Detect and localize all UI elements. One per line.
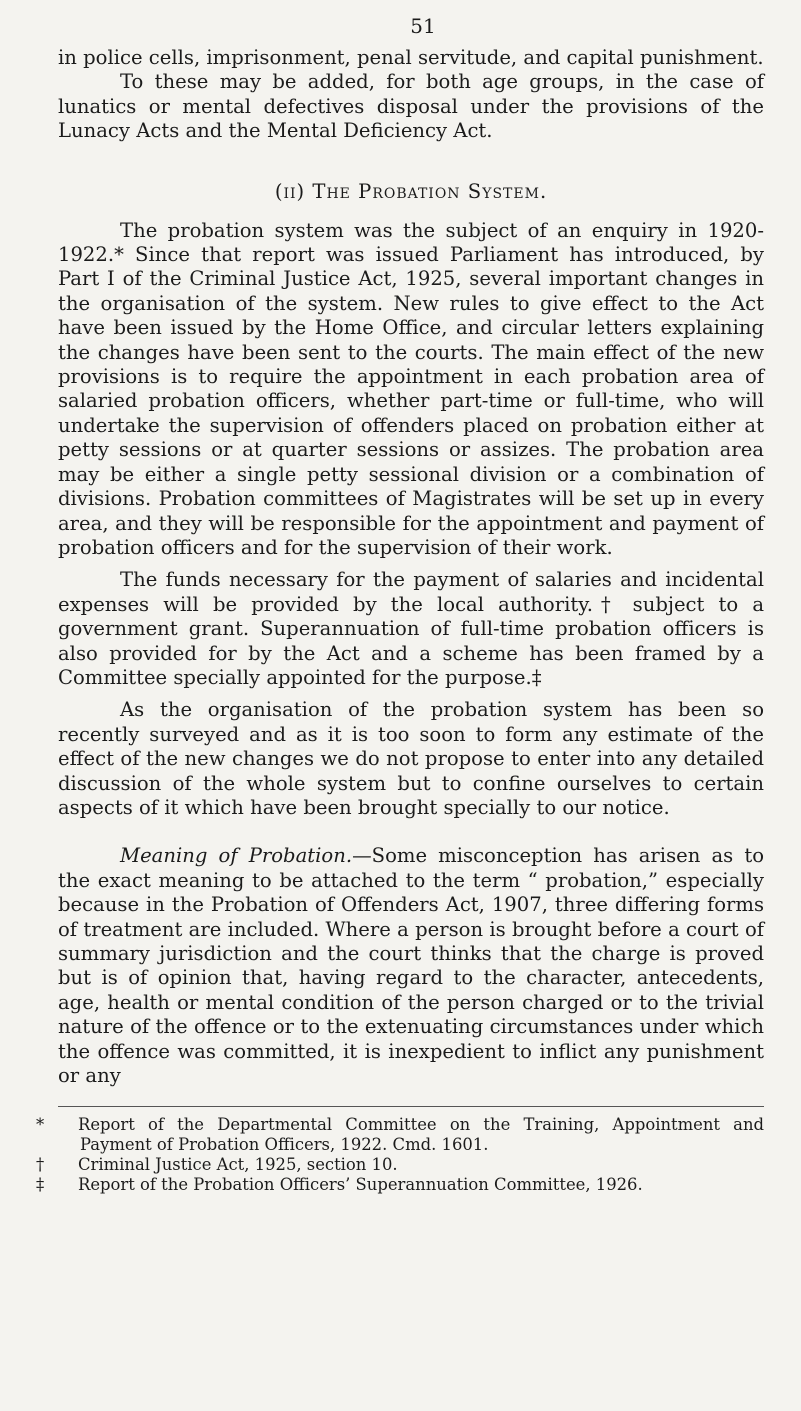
- section-heading: (ii) The Probation System.: [274, 179, 548, 203]
- subsection-title: Meaning of Probation.: [120, 844, 353, 868]
- footnote-item: [36, 1115, 764, 1155]
- document-page: [36, 14, 765, 1195]
- page-number: 51: [410, 14, 436, 38]
- footnote-text: Report of the Departmental Committee on the Training, Appointment and Payment of Probation Officers, 1922. Cmd. 1601.: [78, 1115, 764, 1155]
- footnote-mark: *: [36, 1115, 45, 1135]
- paragraph-lunatics: To these may be added, for both age groups, in the case of lunatics or mental defectives disposal under the provisions of the Lunacy Acts and the Mental Deficiency Act.: [58, 70, 764, 143]
- footnote-divider: [58, 1106, 764, 1107]
- paragraph-organisation: As the organisation of the probation system has been so recently surveyed and as it is too soon to form any estimate of the effect of the new changes we do not propose to enter into any detailed discussion of the whole system but to confine ourselves to certain aspects of it which have been brought specially to our notice.: [58, 698, 764, 819]
- paragraph-probation-system: The probation system was the subject of an enquiry in 1920-1922.* Since that report was issued Parliament has introduced, by Part I of the Criminal Justice Act, 1925, several important changes in the organisation of the system. New rules to give effect to the Act have been issued by the Home Office, and circular letters explaining the changes have been sent to the courts. The main effect of the new provisions is to require the appointment in each probation area of salaried probation officers, whether part-time or full-time, who will undertake the supervision of offenders placed on probation either at petty sessions or at quarter sessions or assizes. The probation area may be either a single petty sessional division or a combination of divisions. Probation committees of Magistrates will be set up in every area, and they will be responsible for the appointment and payment of probation officers and for the supervision of their work.: [58, 218, 764, 559]
- paragraph-continuation: in police cells, imprisonment, penal servitude, and capital punishment.: [58, 46, 764, 69]
- footnotes: [36, 1115, 764, 1195]
- footnote-mark: †: [36, 1155, 45, 1175]
- subsection-body: —Some misconception has arisen as to the exact meaning to be attached to the term “ probation,” especially because in the Probation of Offenders Act, 1907, three differing forms of treatment are included. Where a person is brought before a court of summary jurisdiction and the court thinks that the charge is proved but is of opinion that, having regard to the character, antecedents, age, health or mental condition of the person charged or to the trivial nature of the offence or to the extenuating circumstances under which the offence was committed, it is inexpedient to inflict any punishment or any: [58, 844, 765, 1088]
- footnote-item: [36, 1175, 764, 1195]
- paragraph-meaning-of-probation: [58, 844, 764, 1088]
- footnote-text: Criminal Justice Act, 1925, section 10.: [78, 1155, 398, 1175]
- footnote-mark: ‡: [36, 1175, 45, 1195]
- footnote-text: Report of the Probation Officers’ Superannuation Committee, 1926.: [78, 1175, 643, 1195]
- footnote-item: [36, 1155, 764, 1175]
- paragraph-funds: The funds necessary for the payment of salaries and incidental expenses will be provided by the local authority.† subject to a government grant. Superannuation of full-time probation officers is also provided for by the Act and a scheme has been framed by a Committee specially appointed for the purpose.‡: [58, 568, 764, 689]
